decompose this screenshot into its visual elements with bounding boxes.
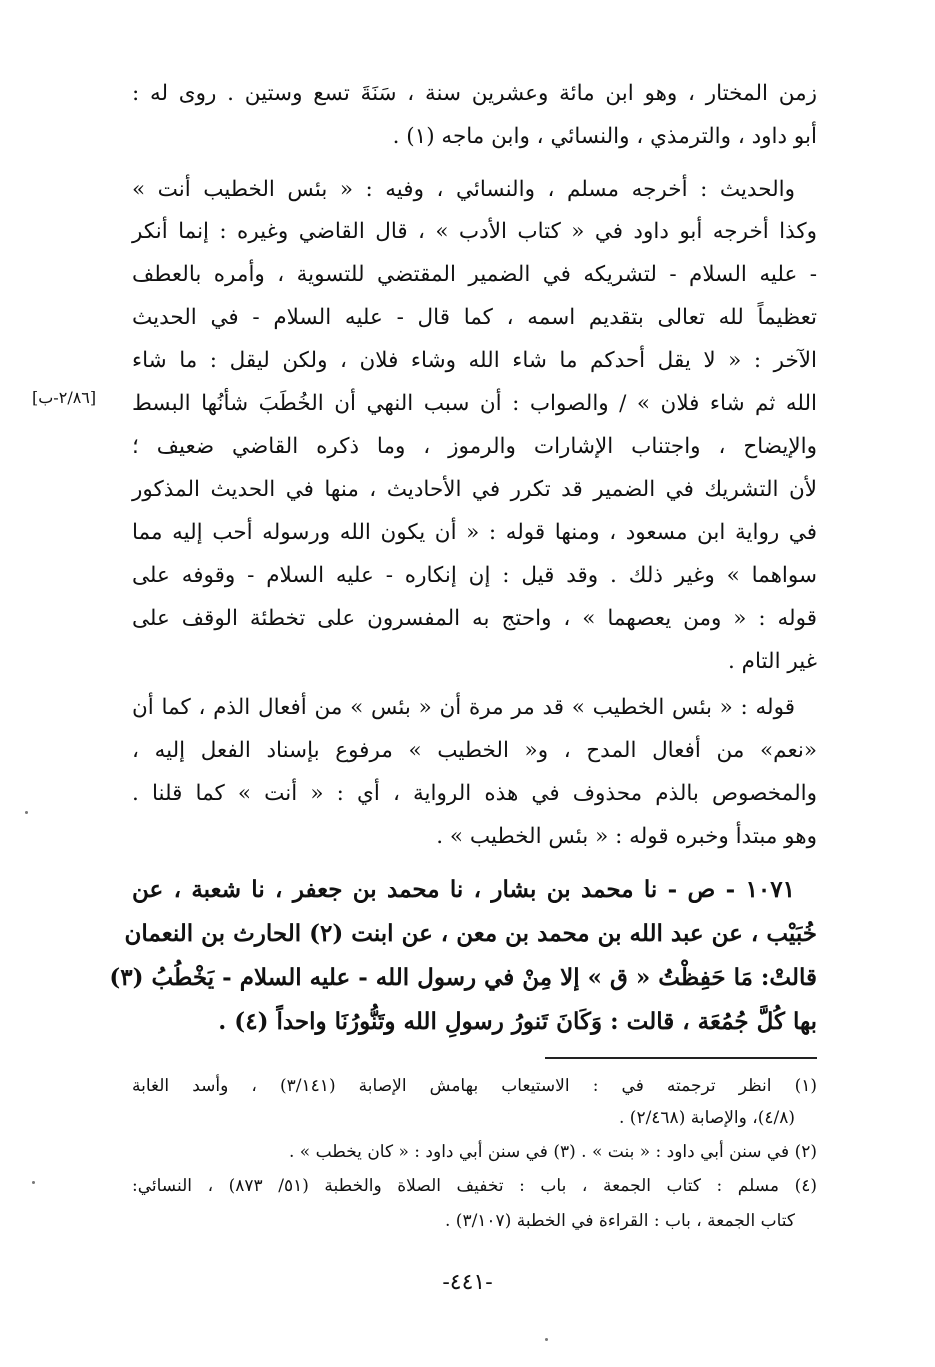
footnote-line: (٤/٨)، والإصابة (٢/٤٦٨) . [618,1108,795,1128]
footnote-separator [545,1057,817,1059]
text-line: في رواية ابن مسعود ، ومنها قوله : « أن يكون الله ورسوله أحب إليه مما [132,520,817,545]
text-line: لأن التشريك في الضمير قد تكرر في الأحاديث ، منها في الحديث المذكور [132,477,817,502]
text-line: غير التام . [728,649,817,674]
hadith-line: خُبَيْب ، عن عبد الله بن محمد بن معن ، عن ابنت (٢) الحارث بن النعمان [124,920,817,947]
page-number: -٤٤١- [442,1270,493,1295]
footnote-line: كتاب الجمعة ، باب : القراءة في الخطبة (٣/١٠٧) . [444,1211,795,1231]
paragraph-start-line: قوله : « بئس الخطيب » قد مر مرة أن « بئس » من أفعال الذم ، كما أن [132,695,795,720]
text-line: والإيضاح ، واجتناب الإشارات والرموز ، وما ذكره القاضي ضعيف ؛ [132,434,817,459]
footnote-line: (٤) مسلم : كتاب الجمعة ، باب : تخفيف الصلاة والخطبة (٥١/ ٨٧٣) ، النسائي: [132,1176,817,1196]
text-line: «نعم» من أفعال المدح ، و« الخطيب » مرفوع بإسناد الفعل إليه ، [132,738,817,763]
text-line: الآخر : « لا يقل أحدكم ما شاء الله وشاء فلان ، ولكن ليقل : ما شاء [132,348,817,373]
text-line: وهو مبتدأ وخبره قوله : « بئس الخطيب » . [436,824,817,849]
footnote-line: (٢) في سنن أبي داود : « بنت » . (٣) في سنن أبي داود : « كان يخطب » . [288,1142,817,1162]
scan-speck [25,811,28,814]
hadith-line: ١٠٧١ - ص - نا محمد بن بشار ، نا محمد بن جعفر ، نا شعبة ، عن [132,876,795,903]
text-line: والمخصوص بالذم محذوف في هذه الرواية ، أي : « أنت » كما قلنا . [132,781,817,806]
text-line: - عليه السلام - لتشريكه في الضمير المقتضي للتسوية ، وأمره بالعطف [132,262,817,287]
text-line: وكذا أخرجه أبو داود في « كتاب الأدب » ، قال القاضي وغيره : إنما أنكر [132,219,817,244]
scan-speck [545,1338,548,1341]
paragraph-start-line: والحديث : أخرجه مسلم ، والنسائي ، وفيه : « بئس الخطيب أنت » [132,177,795,202]
text-line: تعظيماً لله تعالى بتقديم اسمه ، كما قال - عليه السلام - في الحديث [132,305,817,330]
hadith-line: بها كُلَّ جُمُعَة ، قالت : وَكَانَ تَنورُ رسولِ الله وتَنُّورُنَا واحداً (٤) . [218,1008,817,1035]
margin-folio-note: [٢/٨٦-ب] [32,388,97,407]
text-line: أبو داود ، والترمذي ، والنسائي ، وابن ماجه (١) . [392,124,817,149]
hadith-line: قالتْ: مَا حَفِظْتُ « ق » إلا مِنْ في رسول الله - عليه السلام - يَخْطُبُ (٣) [109,964,817,991]
text-line: زمن المختار ، وهو ابن مائة وعشرين سنة ، سَنَةَ تسع وستين . روى له : [132,81,817,106]
text-line: الله ثم شاء فلان » / والصواب : أن سبب النهي أن الخُطَبَ شأنُها البسط [132,391,817,416]
text-line: سواهما » وغير ذلك . وقد قيل : إن إنكاره - عليه السلام - وقوفه على [132,563,817,588]
scan-speck [32,1181,35,1184]
footnote-line: (١) انظر ترجمته في : الاستيعاب بهامش الإصابة (٣/١٤١) ، وأسد الغابة [132,1076,818,1096]
text-line: قوله : « ومن يعصهما » ، واحتج به المفسرون على تخطئة الوقف على [132,606,817,631]
